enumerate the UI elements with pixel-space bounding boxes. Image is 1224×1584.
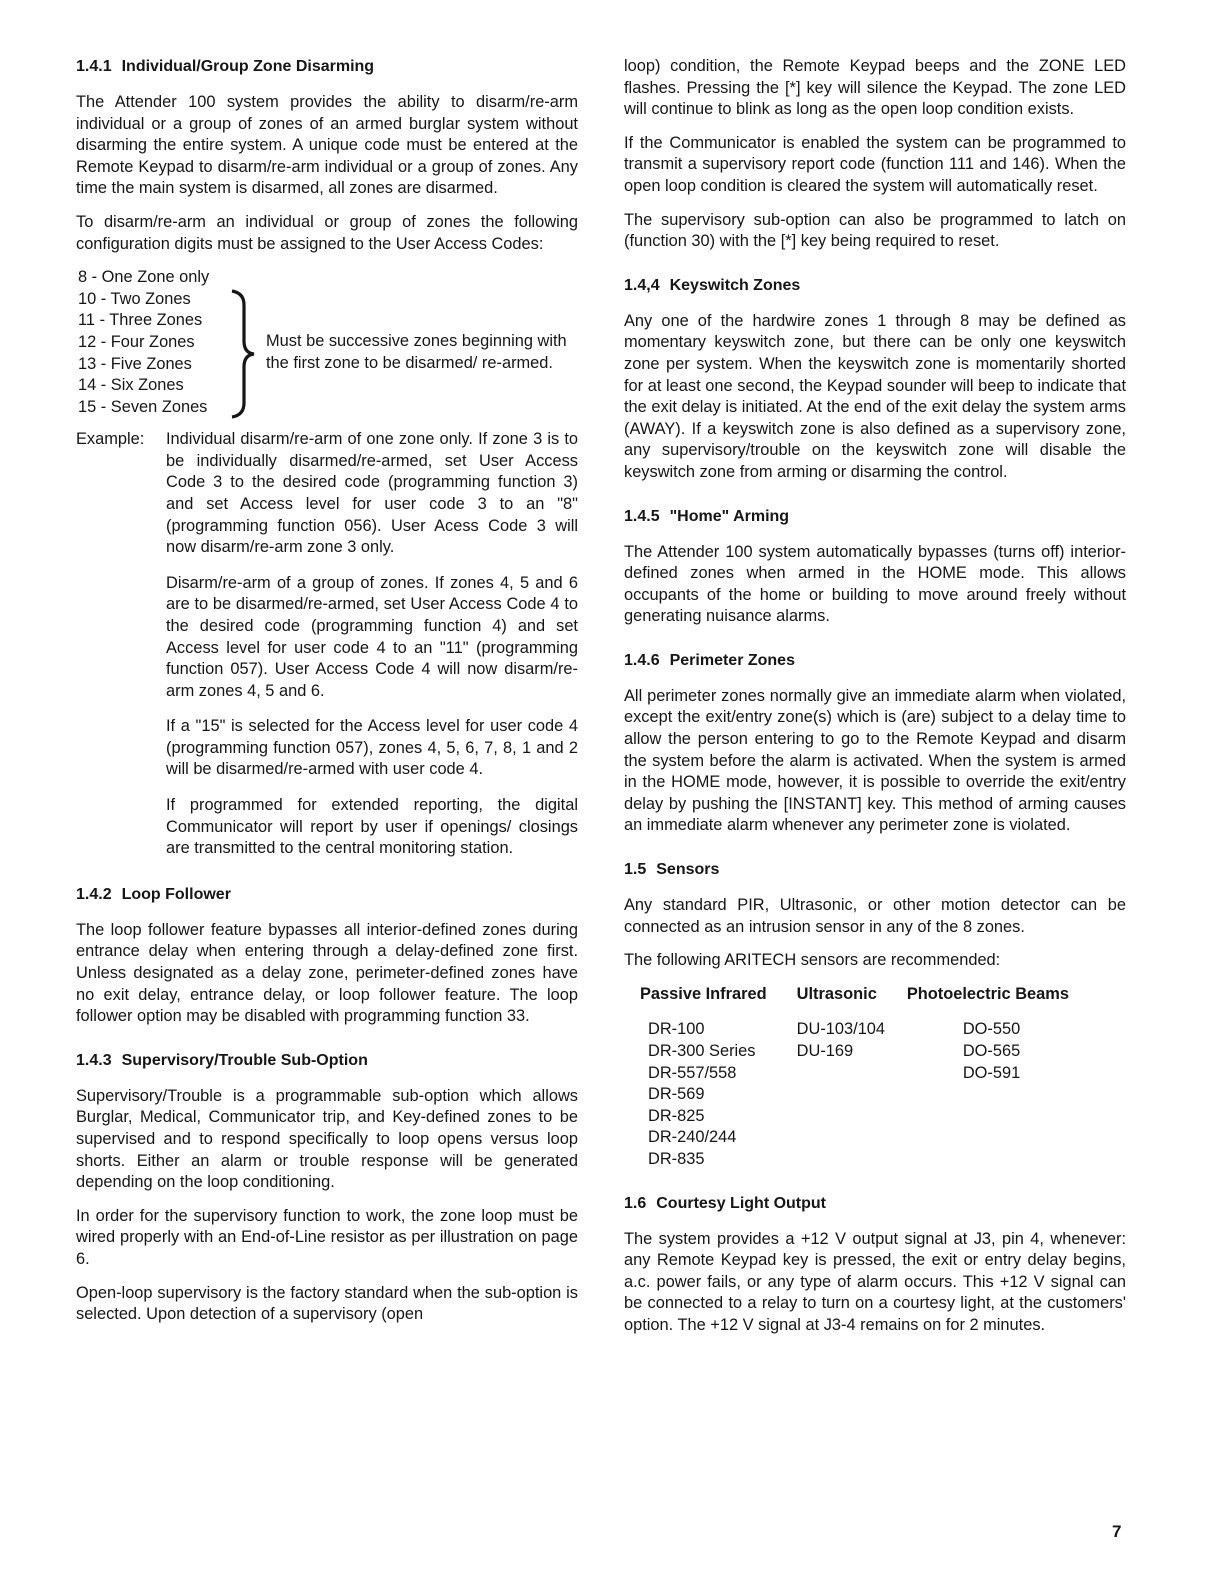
section-number: 1.4.3 — [76, 1051, 112, 1069]
section-number: 1.4.1 — [76, 58, 112, 75]
paragraph: Open-loop supervisory is the factory standard when the sub-option is selected. Upon detection of a supervisory (open — [76, 1283, 578, 1324]
page-number: 7 — [1112, 1522, 1122, 1541]
list-item: DR-557/558 — [648, 1063, 737, 1082]
paragraph: The system provides a +12 V output signal at J3, pin 4, whenever: any Remote Keypad key is pressed, the exit or entry delay begins, a.c. power fails, or any type of alarm occurs. This +12 V signal can be connected to a relay to turn on a courtesy light, at the customers' option. The +12 V signal at J3-4 remains on for 2 minutes. — [624, 1229, 1126, 1334]
list-item: DO-591 — [962, 1063, 1021, 1082]
section-heading-1-4-4 — [624, 275, 1126, 297]
section-heading-1-4-2 — [76, 884, 578, 906]
section-heading-1-4-5 — [624, 506, 1126, 528]
section-title: "Home" Arming — [669, 507, 790, 525]
section-heading-1-6 — [624, 1193, 1126, 1215]
zone-note: Must be successive zones beginning with the first zone to be disarmed/ re-armed. — [266, 332, 567, 372]
paragraph: The Attender 100 system provides the ability to disarm/re-arm individual or a group of zones of an armed burglar system without disarming the entire system. A unique code must be entered at the Remote Keypad to disarm/re-arm individual or a group of zones. Any time the main system is disarmed, all zones are disarmed. — [76, 93, 578, 198]
list-item: 13 - Five Zones — [78, 354, 192, 373]
section-heading-1-5 — [624, 859, 1126, 881]
ultrasonic-column — [797, 1019, 907, 1170]
list-item: DR-569 — [648, 1085, 705, 1104]
list-item: DU-103/104 — [796, 1020, 886, 1039]
section-heading-1-4-6 — [624, 650, 1126, 672]
paragraph: Supervisory/Trouble is a programmable sub-option which allows Burglar, Medical, Communicator trip, and Key-defined zones to be supervised and to respond specifically to loop opens versus loop shorts. Either an alarm or trouble response will be generated depending on the loop conditioning. — [76, 1086, 578, 1192]
example-block — [76, 429, 578, 860]
sensor-table — [640, 984, 1069, 1171]
section-title: Sensors — [656, 861, 720, 879]
paragraph: In order for the supervisory function to work, the zone loop must be wired properly with an End-of-Line resistor as per illustration on page 6. — [76, 1206, 578, 1268]
section-number: 1.6 — [624, 1194, 647, 1212]
paragraph: Disarm/re-arm of a group of zones. If zones 4, 5 and 6 are to be disarmed/re-armed, set User Access Code 4 to the desired code (programming function 4) and set Access level for user code 4 to an "11" (programming function 057). User Access Code 4 will now disarm/re-arm zones 4, 5 and 6. — [166, 573, 578, 700]
paragraph: Individual disarm/re-arm of one zone only. If zone 3 is to be individually disarmed/re-armed, set User Access Code 3 to the desired code (programming function 3) and set Access level for user code 3 to an "8" (programming function 056). User Acess Code 3 will now disarm/re-arm zone 3 only. — [166, 430, 578, 557]
zone-configuration-list — [76, 267, 578, 417]
section-title: Perimeter Zones — [669, 651, 795, 669]
section-number: 1.4.2 — [76, 885, 112, 903]
passive-infrared-column — [640, 1019, 797, 1170]
paragraph: Any standard PIR, Ultrasonic, or other motion detector can be connected as an intrusion sensor in any of the 8 zones. — [624, 896, 1126, 936]
example-label: Example: — [76, 430, 145, 449]
section-title: Keyswitch Zones — [669, 276, 801, 294]
list-item: DR-300 Series — [648, 1042, 756, 1060]
section-number: 1.5 — [624, 861, 647, 879]
paragraph: If the Communicator is enabled the system can be programmed to transmit a supervisory report code (function 111 and 146). When the open loop condition is cleared the system will automatically reset. — [624, 133, 1126, 195]
list-item: DO-550 — [962, 1020, 1021, 1039]
list-item: 15 - Seven Zones — [78, 397, 208, 416]
section-number: 1.4,4 — [624, 276, 660, 294]
section-title: Supervisory/Trouble Sub-Option — [121, 1051, 368, 1069]
paragraph: If programmed for extended reporting, the digital Communicator will report by user if openings/ closings are transmitted to the central monitoring station. — [166, 796, 578, 858]
list-item: DR-240/244 — [648, 1128, 737, 1147]
list-item: DU-169 — [796, 1042, 854, 1060]
list-item: 8 - One Zone only — [78, 268, 210, 287]
paragraph: To disarm/re-arm an individual or group of zones the following configuration digits must be assigned to the User Access Codes: — [76, 212, 578, 253]
section-number: 1.4.6 — [624, 651, 660, 669]
section-title: Courtesy Light Output — [656, 1194, 827, 1212]
section-title: Loop Follower — [121, 885, 231, 903]
curly-brace-icon — [224, 289, 268, 419]
paragraph: The following ARITECH sensors are recommended: — [624, 951, 1001, 970]
paragraph: If a "15" is selected for the Access level for user code 4 (programming function 057), zones 4, 5, 6, 7, 8, 1 and 2 will be disarmed/re-armed with user code 4. — [166, 717, 578, 779]
paragraph: The loop follower feature bypasses all interior-defined zones during entrance delay when entering through a delay-defined zone first. Unless designated as a delay zone, perimeter-defined zones have no exit delay, entrance delay, or loop follower feature. The loop follower option may be disabled with programming function 33. — [76, 920, 578, 1026]
list-item: 10 - Two Zones — [78, 289, 191, 308]
paragraph: All perimeter zones normally give an immediate alarm when violated, except the exit/entry zone(s) which is (are) subject to a delay time to allow the person entering to go to the Remote Keypad and disarm the system before the alarm is activated. When the system is armed in the HOME mode, however, it is possible to override the exit/entry delay by pushing the [INSTANT] key. This method of arming causes an immediate alarm whenever any perimeter zone is violated. — [624, 686, 1126, 835]
list-item: DR-825 — [648, 1106, 705, 1125]
list-item: 12 - Four Zones — [78, 332, 195, 351]
section-title: Individual/Group Zone Disarming — [121, 58, 375, 75]
photoelectric-column — [907, 1019, 1069, 1170]
paragraph: Any one of the hardwire zones 1 through 8 may be defined as momentary keyswitch zone, but there can be only one keyswitch zone per system. When the keyswitch zone is momentarily shorted for at least one second, the Keypad sounder will beep to indicate that the exit delay is initiated. At the end of the exit delay the system arms (AWAY). If a keyswitch zone is also defined as a supervisory zone, any supervisory/trouble on the keyswitch zone will disable the keyswitch zone from arming or disarming the control. — [624, 311, 1126, 481]
paragraph: The supervisory sub-option can also be programmed to latch on (function 30) with the [*] key being required to reset. — [624, 210, 1126, 251]
column-header: Photoelectric Beams — [906, 984, 1069, 1003]
paragraph: The Attender 100 system automatically bypasses (turns off) interior-defined zones when armed in the HOME mode. This allows occupants of the home or building to move around freely without generating nuisance alarms. — [624, 542, 1126, 626]
paragraph: loop) condition, the Remote Keypad beeps and the ZONE LED flashes. Pressing the [*] key will silence the Keypad. The zone LED will continue to blink as long as the open loop condition exists. — [624, 57, 1126, 119]
list-item: DR-100 — [648, 1020, 705, 1039]
list-item: DR-835 — [648, 1149, 705, 1168]
column-header: Ultrasonic — [796, 984, 877, 1003]
section-heading-1-4-1 — [76, 56, 578, 78]
list-item: 11 - Three Zones — [78, 311, 203, 330]
section-heading-1-4-3 — [76, 1050, 578, 1072]
column-header: Passive Infrared — [640, 984, 767, 1003]
right-column — [624, 56, 1126, 1349]
section-number: 1.4.5 — [624, 507, 660, 525]
left-column — [76, 56, 578, 1338]
list-item: 14 - Six Zones — [78, 376, 184, 395]
list-item: DO-565 — [962, 1042, 1021, 1060]
